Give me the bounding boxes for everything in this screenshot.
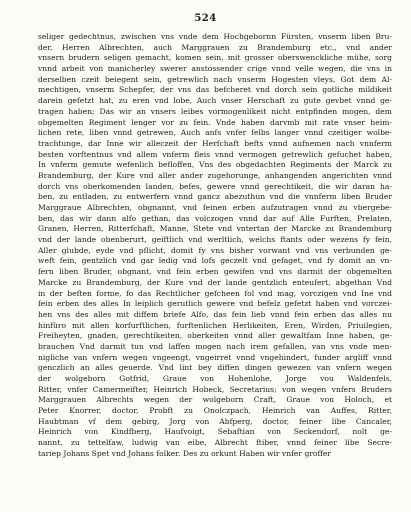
text-line: der wolgeborn Gotfrid, Graue von Hohenlohe, Jorge vou Waldenfels, — [38, 374, 392, 383]
text-line: besten vorftentnus vnd allem vnferm fleis vnnd vermogen getrewlich gefuchet haben, — [38, 149, 392, 159]
text-line: derselben czeit beiegent sein, getrewlich nach vnserm Hogesten vleys, Got dem Al- — [38, 74, 392, 84]
text-line: seliger gedechtnus, zwischen vns vnde dem Hochgebornn Fürsten, vnserm liben Bru- — [38, 32, 392, 41]
text-line: Peter Knorrer, doctor, Probft zu Onolczpach, Heinrich van Auffes, Ritter, — [38, 406, 392, 416]
text-line: der, Herren Albrechten, auch Marggrauen zu Brandemburg etc., vnd ander — [38, 42, 392, 52]
text-line: fein erben des alles In leiplich gerutlich gewere vnd befelz gefetzt haben vnd vorczei- — [38, 299, 392, 309]
text-line: Aller glubde, eyde vnd pflicht, domit fy vns bisher vorwant vnd vns verbunden ge- — [38, 245, 392, 255]
text-line: Ritter, vnfer Camermeifter, Heinrich Hobeck, Secretarius; von wegen vnfers Bruders — [38, 384, 392, 394]
text-line: hinfüro mit allen korfurftlichen, furftenlichen Herlikeiten, Eren, Wirden, Priuilegien, — [38, 320, 392, 330]
text-line: vnd der lande obenberurt, geiftlich vnd werltlich, welchs ftants oder wezens fy fein, — [38, 235, 392, 245]
text-line: obgemelten Regiment lenger vor zu fein. Vnde haben darvmb mit rate vnser heim- — [38, 117, 392, 127]
text-line: brauchen Vnd darmit tun vnd laffen mogen nach irem gefallen, van vns vnde men- — [38, 341, 392, 351]
text-line: ben, das wir dann alfo gethan, das volczogen vnnd dar auf Alle Furften, Prelaten, — [38, 213, 392, 223]
text-line: tragen haben; Das wir an vnsers leibes vormogenlikeit nicht entpfinden mogen, dem — [38, 106, 392, 116]
body-text — [38, 32, 392, 460]
text-line: genczlich an alles geuerde. Vnd lint bey diffen dingen gewezen van vnfern wegen — [38, 363, 392, 373]
text-line: nigliche van vnfern wegen vngeengt, vngeirret vnnd vngehindert, funder argliff vnnd — [38, 352, 392, 362]
text-line: tariep Johans Spet vnd Johans folker. Des zu orkunt Haben wir vnfer groffer — [38, 448, 332, 458]
text-line: Haubtman vf dem gebirg, Jorg von Abfperg, doctor, feiner libe Cancaler, — [38, 416, 392, 426]
text-line: fern liben Bruder, obgnant, vnd fein erben gewifen vnd vns darmit der obgemelten — [38, 267, 392, 277]
page-number: 524 — [194, 13, 217, 24]
text-line: in der beften forme, fo das Rechtlicher gefcheen fol vnd mag, vorczigen vnd Ine vnd — [38, 288, 392, 298]
text-line: Brandemburg, der Kure vnd aller ander zugehorunge, anhangenden angerichten vnnd — [38, 170, 392, 180]
text-line: nannt, zu tettelfaw, ludwig van eibe, Albrecht ftiber, vnnd feiner libe Secre- — [38, 438, 392, 448]
text-line: trachtunge, dar Inne wir alleczeit der Herfchaft befts vnnd aufnemen nach vnnferm — [38, 138, 392, 148]
text-line: lichen rete, liben vnnd getrewen, Auch anfs vnfer felbs langer vnnd czeitiger wolbe- — [38, 128, 392, 138]
text-line: darein gefetzt hat, zu eren vnd lobe, Auch vnser Herschaft zu gute gevbet vnnd ge- — [38, 96, 392, 106]
text-line: Heinrich von Kindfberg, Haufvoigt, Sebaftian von Seckendorf, nolt ge- — [38, 427, 392, 437]
text-line: weft fein, gentzlich vnd gar ledig vnd lofs geczelt vnd gefaget, vnd fy domit an vn- — [38, 256, 392, 266]
text-line: Marggrauen Albrechts wegen der wolgeborn Craft, Graue von Holoch, et — [38, 395, 392, 405]
text-line: mechtigen, vnserm Schepfer, der vns das befcheret vnd dorch sein gotliche mildikeit — [38, 85, 392, 95]
text-line: In vnferm gemute wefenlich befloffen, Vns des obgedachten Regiments der Marck zu — [38, 160, 392, 170]
text-line: vnnd arbeit von manicherley swerer anstossender crige vnnd velle wegen, die vns in — [38, 64, 392, 74]
text-line: Marcke zu Brandemburg, der Kure vnd der lande gentzlich enteufert, abgethan Vnd — [38, 277, 392, 287]
text-line: vnsern brudern seligen gemacht, komen sein, mit grosser oberswenckliche mühe, sorg — [38, 53, 392, 63]
text-line: ben, zu entladen, zu entwerfern vnnd gancz abezuthun vnd die vnnferm liben Bruder — [38, 192, 392, 202]
text-line: Freiheyten, gnaden, gerechtikeiten, oberkeiten vnnd aller gewaltfam Inne haben, ge- — [38, 331, 392, 341]
text-line: hen vns des alles mit diffem briefe Alfo, das fein lieb vnnd fein erben das alles nu — [38, 309, 392, 319]
text-line: Marggraue Albrechten, obgnannt, vnd feinen erben aufzutragen vnnd zu vbergebe- — [38, 203, 392, 212]
text-line: Granen, Herren, Ritterfchaft, Manne, Stete vnd vntertan der Marcke zu Brandemburg — [38, 224, 392, 234]
text-line: dorch vns oberkomenden landen, befes, gewere vnnd gerechtikeit, die wir daran ha- — [38, 181, 392, 191]
